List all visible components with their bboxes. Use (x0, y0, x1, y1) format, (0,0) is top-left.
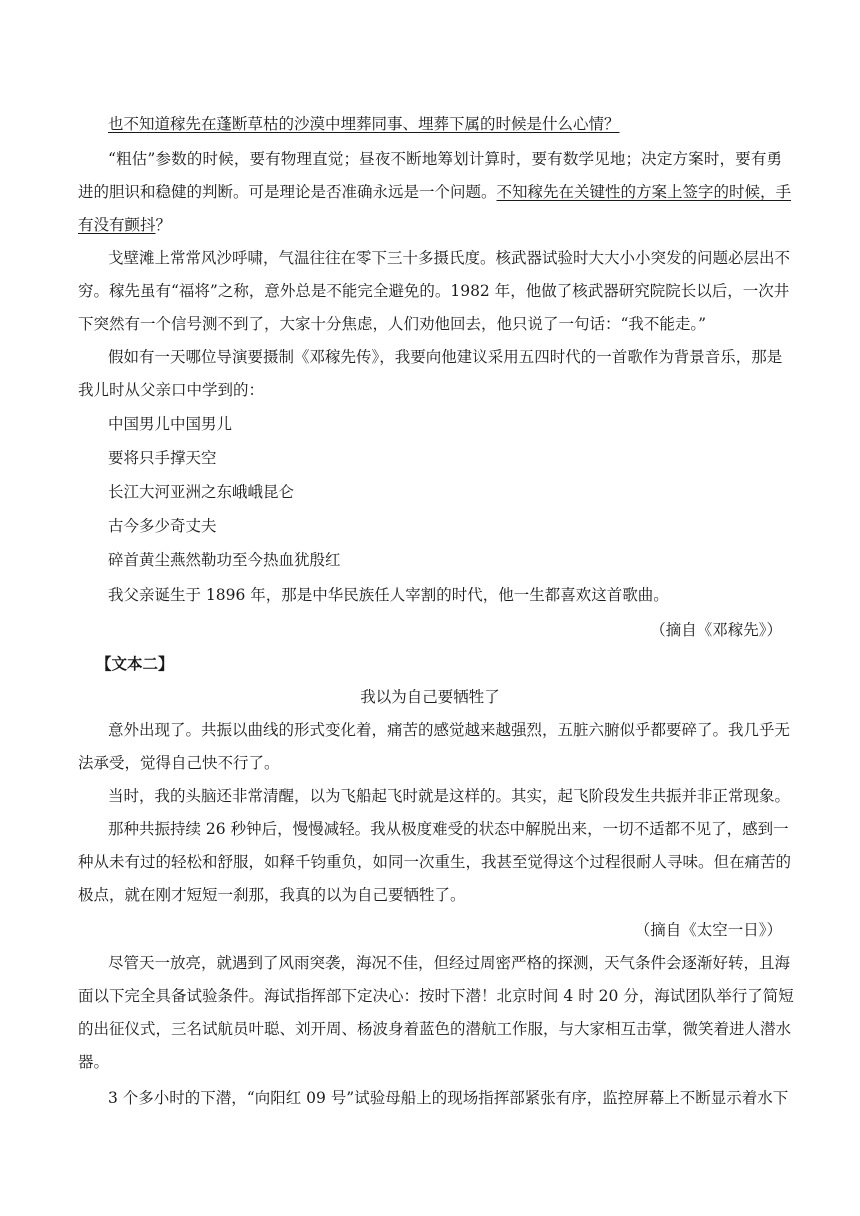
para3-line2: 穷。稼先虽有“福将”之称，意外总是不能完全避免的。1982 年，他做了核武器研究院院长以后，一次井 (78, 282, 790, 300)
para6-line2: 法承受，觉得自己快不行了。 (78, 754, 280, 772)
para7-line1: 当时，我的头脑还非常清醒，以为飞船起飞时就是这样的。其实，起飞阶段发生共振并非正常现象。 (108, 787, 791, 805)
song-line-4: 古今多少奇丈夫 (108, 517, 217, 535)
para3-line1: 戈壁滩上常常风沙呼啸，气温往往在零下三十多摄氏度。核武器试验时大大小小突发的问题必层出不 (108, 249, 791, 267)
para10-line1: 3 个多小时的下潜，“向阳红 09 号”试验母船上的现场指挥部紧张有序，监控屏幕上不断显示着水下 (108, 1089, 789, 1107)
para2-line3-underlined: 有没有颤抖 (78, 216, 156, 234)
para2-line2-text: 进的胆识和稳健的判断。可是理论是否准确永远是一个问题。 (78, 183, 497, 201)
source-citation-2: （摘自《太空一日》） (634, 921, 782, 939)
para9-line4: 器。 (78, 1053, 110, 1071)
para8-line2: 种从未有过的轻松和舒服，如释千钧重负，如同一次重生，我甚至觉得这个过程很耐人寻味。但在痛苦的 (78, 853, 792, 871)
section-heading-text2: 【文本二】 (96, 654, 174, 673)
para1-line1: 也不知道稼先在蓬断草枯的沙漠中埋葬同事、埋葬下属的时候是什么心情？ (108, 115, 620, 133)
para4-line2: 我儿时从父亲口中学到的： (78, 381, 265, 399)
song-line-5: 碎首黄尘燕然勒功至今热血犹殷红 (108, 551, 341, 569)
para6-line1: 意外出现了。共振以曲线的形式变化着，痛苦的感觉越来越强烈，五脏六腑似乎都要碎了。我几乎无 (108, 721, 791, 739)
para2-line2 (78, 180, 792, 202)
para9-line2: 面以下完全具备试验条件。海试指挥部下定决心：按时下潜！北京时间 4 时 20 分，海试团队举行了简短 (78, 987, 794, 1005)
para4-line1: 假如有一天哪位导演要摄制《邓稼先传》，我要向他建议采用五四时代的一首歌作为背景音乐，那是 (108, 348, 783, 366)
song-line-1: 中国男儿中国男儿 (108, 415, 233, 433)
para8-line3: 极点，就在刚才短短一刹那，我真的以为自己要牺牲了。 (78, 886, 466, 904)
para9-line3: 的出征仪式，三名试航员叶聪、刘开周、杨波身着蓝色的潜航工作服，与大家相互击掌，微笑着进人潜水 (78, 1020, 792, 1038)
para2-line3 (78, 213, 171, 235)
para5-line1: 我父亲诞生于 1896 年，那是中华民族任人宰割的时代，他一生都喜欢这首歌曲。 (108, 586, 669, 604)
para2-line3-text: ？ (155, 216, 172, 234)
song-line-3: 长江大河亚洲之东峨峨昆仑 (108, 483, 295, 501)
para8-line1: 那种共振持续 26 秒钟后，慢慢减轻。我从极度难受的状态中解脱出来，一切不适都不见了，感到一 (108, 820, 789, 838)
text2-title: 我以为自己要牺牲了 (360, 688, 500, 706)
para3-line3: 下突然有一个信号测不到了，大家十分焦虑，人们劝他回去，他只说了一句话：“我不能走。” (78, 315, 707, 333)
para2-line1: “粗估”参数的时候，要有物理直觉；昼夜不断地筹划计算时，要有数学见地；决定方案时，要有勇 (108, 150, 782, 168)
song-line-2: 要将只手撑天空 (108, 449, 217, 467)
para2-line2-underlined: 不知稼先在关键性的方案上签字的时候，手 (496, 183, 792, 201)
source-citation-1: （摘自《邓稼先》） (650, 621, 782, 639)
para9-line1: 尽管天一放亮，就遇到了风雨突袭，海况不佳，但经过周密严格的探测，天气条件会逐渐好转，且海 (108, 954, 791, 972)
